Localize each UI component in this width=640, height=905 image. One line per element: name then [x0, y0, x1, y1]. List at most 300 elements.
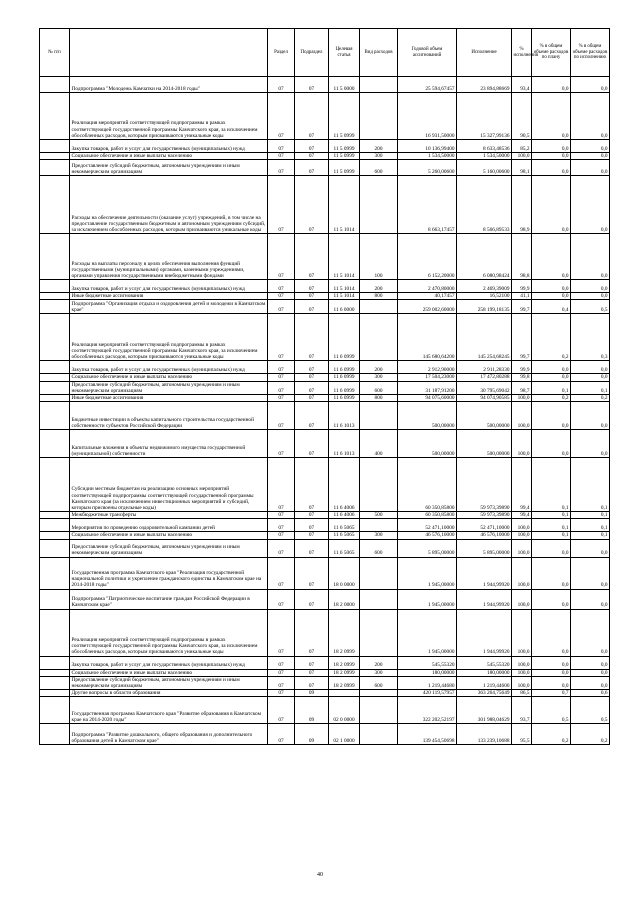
cell-fact: 94 074,90585: [457, 395, 512, 402]
cell-csr: 02 1 0000: [329, 724, 360, 745]
cell-plan: 1 945,00000: [398, 609, 457, 656]
table-row: [40, 532, 610, 539]
cell-podrazdel: 07: [295, 532, 329, 539]
cell-fact: 6 080,98424: [457, 234, 512, 280]
cell-fact: 46 576,10000: [457, 532, 512, 539]
cell-vr: [360, 402, 398, 430]
table-row: [40, 395, 610, 402]
cell-plan: 2 912,90000: [398, 361, 457, 374]
cell-fact: 5 895,00000: [457, 539, 512, 557]
cell-csr: 11 6 4006: [329, 458, 360, 512]
cell-podrazdel: 07: [295, 395, 329, 402]
cell-vr: [360, 609, 398, 656]
cell-plan: 17 504,23000: [398, 374, 457, 381]
cell-podrazdel: 07: [295, 381, 329, 394]
cell-vr: [360, 93, 398, 140]
cell-podrazdel: 09: [295, 724, 329, 745]
cell-csr: 11 6 0999: [329, 314, 360, 361]
header-share-fact: % в общем объеме расходов по исполнению: [571, 29, 610, 77]
cell-pct: 98,1: [512, 160, 532, 176]
cell-razdel: 07: [268, 293, 295, 300]
cell-share-fact: 0,5: [571, 697, 610, 724]
cell-name: Мероприятия по проведению оздоровительной кампании детей: [70, 519, 268, 532]
cell-share-plan: 0,0: [532, 280, 571, 293]
cell-razdel: 07: [268, 300, 295, 314]
cell-pct: 99,4: [512, 458, 532, 512]
cell-pct: 100,0: [512, 430, 532, 458]
cell-plan: 145 680,64200: [398, 314, 457, 361]
cell-razdel: 07: [268, 160, 295, 176]
cell-share-plan: 0,2: [532, 314, 571, 361]
header-csr: Целевая статья: [329, 29, 360, 77]
cell-share-fact: 0,0: [571, 557, 610, 589]
cell-share-plan: 0,1: [532, 458, 571, 512]
cell-share-fact: 0,0: [571, 293, 610, 300]
cell-razdel: 07: [268, 458, 295, 512]
table-row: [40, 589, 610, 609]
cell-num: [40, 539, 70, 557]
cell-csr: 11 6 5065: [329, 532, 360, 539]
cell-csr: 11 5 1014: [329, 293, 360, 300]
cell-razdel: 07: [268, 557, 295, 589]
cell-name: Подпрограмма "Молодежь Камчатки на 2014-2018 годы": [70, 77, 268, 93]
cell-share-plan: 0,2: [532, 395, 571, 402]
cell-podrazdel: 07: [295, 669, 329, 676]
cell-podrazdel: 07: [295, 234, 329, 280]
table-row: [40, 374, 610, 381]
cell-num: [40, 697, 70, 724]
cell-csr: 11 6 4006: [329, 512, 360, 519]
cell-num: [40, 314, 70, 361]
cell-fact: 1 944,99920: [457, 609, 512, 656]
cell-name: Расходы на выплаты персоналу в целях обеспечения выполнения функций государственными (муниципальными) органами, казенными учреждениями, органами управления государственными внебюджетными фондами: [70, 234, 268, 280]
cell-razdel: 07: [268, 676, 295, 689]
cell-share-fact: 0,0: [571, 609, 610, 656]
cell-name: Подпрограмма "Развитие дошкольного, общего образования и дополнительного образования детей в Камчатском крае": [70, 724, 268, 745]
cell-vr: 600: [360, 381, 398, 394]
cell-name: Закупка товаров, работ и услуг для государственных (муниципальных) нужд: [70, 656, 268, 669]
cell-vr: 300: [360, 532, 398, 539]
cell-podrazdel: 07: [295, 609, 329, 656]
cell-razdel: 07: [268, 609, 295, 656]
table-row: [40, 234, 610, 280]
cell-fact: 16,52100: [457, 293, 512, 300]
cell-razdel: 07: [268, 430, 295, 458]
cell-csr: 11 5 1014: [329, 176, 360, 234]
cell-name: Социальное обеспечение и иные выплаты населению: [70, 669, 268, 676]
cell-vr: [360, 458, 398, 512]
cell-pct: 100,0: [512, 532, 532, 539]
cell-fact: 15 327,99136: [457, 93, 512, 140]
cell-name: Предоставление субсидий бюджетным, автономным учреждениям и иным некоммерческим организациям: [70, 160, 268, 176]
cell-csr: 18 0 0000: [329, 557, 360, 589]
cell-vr: 500: [360, 512, 398, 519]
page-number: 40: [317, 872, 323, 878]
cell-csr: 11 5 0999: [329, 153, 360, 160]
table-row: [40, 512, 610, 519]
cell-name: Капитальные вложения в объекты недвижимого имущества государственной (муниципальной) собственности: [70, 430, 268, 458]
cell-num: [40, 430, 70, 458]
table-row: [40, 656, 610, 669]
header-podrazdel: Подраздел: [295, 29, 329, 77]
cell-plan: 139 454,50698: [398, 724, 457, 745]
cell-razdel: 07: [268, 402, 295, 430]
cell-share-plan: 0,0: [532, 656, 571, 669]
cell-name: Другие вопросы в области образования: [70, 690, 268, 697]
cell-plan: 180,00000: [398, 669, 457, 676]
cell-plan: 545,55320: [398, 656, 457, 669]
header-razdel: Раздел: [268, 29, 295, 77]
cell-razdel: 07: [268, 140, 295, 153]
cell-pct: 93,4: [512, 77, 532, 93]
cell-vr: 600: [360, 676, 398, 689]
cell-vr: 200: [360, 280, 398, 293]
cell-num: [40, 512, 70, 519]
cell-pct: 98,8: [512, 234, 532, 280]
cell-num: [40, 234, 70, 280]
table-row: [40, 669, 610, 676]
cell-fact: 363 264,75649: [457, 690, 512, 697]
cell-podrazdel: 07: [295, 93, 329, 140]
cell-plan: 1 219,44680: [398, 676, 457, 689]
cell-razdel: 07: [268, 532, 295, 539]
cell-csr: 18 2 0999: [329, 656, 360, 669]
cell-num: [40, 557, 70, 589]
cell-share-plan: 0,0: [532, 669, 571, 676]
cell-csr: 11 5 0000: [329, 77, 360, 93]
cell-num: [40, 293, 70, 300]
cell-name: Предоставление субсидий бюджетным, автономным учреждениям и иным некоммерческим организациям: [70, 381, 268, 394]
cell-pct: 100,0: [512, 669, 532, 676]
cell-podrazdel: 07: [295, 314, 329, 361]
cell-podrazdel: 07: [295, 300, 329, 314]
table-row: [40, 690, 610, 697]
cell-name: Реализация мероприятий соответствующей подпрограммы в рамках соответствующей государственной программы Камчатского края, за исключением обособленных расходов, которым присваиваются уникальные коды: [70, 609, 268, 656]
cell-csr: 11 6 0999: [329, 361, 360, 374]
table-row: [40, 300, 610, 314]
cell-csr: 18 2 0999: [329, 609, 360, 656]
cell-num: [40, 519, 70, 532]
cell-name: Государственная программа Камчатского края "Реализация государственной национальной политики и укрепление гражданского единства в Камчатском крае на 2014-2018 годы": [70, 557, 268, 589]
cell-name: Социальное обеспечение и иные выплаты населению: [70, 153, 268, 160]
cell-name: Межбюджетные трансферты: [70, 512, 268, 519]
cell-plan: 322 202,52197: [398, 697, 457, 724]
cell-name: Закупка товаров, работ и услуг для государственных (муниципальных) нужд: [70, 280, 268, 293]
table-row: [40, 93, 610, 140]
cell-share-fact: 0,0: [571, 539, 610, 557]
cell-share-fact: 0,5: [571, 300, 610, 314]
cell-share-fact: 0,1: [571, 512, 610, 519]
cell-num: [40, 176, 70, 234]
cell-fact: 545,55320: [457, 656, 512, 669]
header-share-plan: % в общем объеме расходов по плану: [532, 29, 571, 77]
cell-razdel: 07: [268, 669, 295, 676]
cell-pct: 99,7: [512, 300, 532, 314]
cell-podrazdel: 07: [295, 77, 329, 93]
table-row: [40, 176, 610, 234]
cell-razdel: 07: [268, 77, 295, 93]
cell-num: [40, 669, 70, 676]
cell-share-fact: 0,0: [571, 77, 610, 93]
cell-plan: 10 136,99400: [398, 140, 457, 153]
cell-plan: 5 260,00600: [398, 160, 457, 176]
table-row: [40, 697, 610, 724]
cell-vr: 600: [360, 539, 398, 557]
cell-podrazdel: 07: [295, 430, 329, 458]
cell-csr: 11 5 0999: [329, 93, 360, 140]
table-row: [40, 153, 610, 160]
table-body: [40, 77, 610, 745]
cell-plan: 25 594,67457: [398, 77, 457, 93]
cell-plan: 5 895,00000: [398, 539, 457, 557]
cell-num: [40, 690, 70, 697]
cell-razdel: 07: [268, 512, 295, 519]
cell-fact: 500,00000: [457, 430, 512, 458]
cell-share-fact: 0,0: [571, 280, 610, 293]
cell-fact: 5 160,00600: [457, 160, 512, 176]
cell-num: [40, 93, 70, 140]
cell-share-plan: 0,1: [532, 512, 571, 519]
cell-pct: 100,0: [512, 609, 532, 656]
cell-pct: 100,0: [512, 153, 532, 160]
cell-share-plan: 0,7: [532, 690, 571, 697]
cell-vr: 100: [360, 234, 398, 280]
cell-vr: [360, 77, 398, 93]
cell-podrazdel: 09: [295, 690, 329, 697]
cell-podrazdel: 07: [295, 676, 329, 689]
table-row: [40, 402, 610, 430]
cell-fact: 1 219,44600: [457, 676, 512, 689]
cell-pct: 99,9: [512, 280, 532, 293]
cell-razdel: 07: [268, 234, 295, 280]
cell-plan: 6 152,20000: [398, 234, 457, 280]
cell-share-plan: 0,0: [532, 160, 571, 176]
cell-num: [40, 374, 70, 381]
header-plan: Годовой объем ассигнований: [398, 29, 457, 77]
cell-num: [40, 402, 70, 430]
cell-plan: 8 663,17457: [398, 176, 457, 234]
cell-razdel: 07: [268, 539, 295, 557]
cell-share-plan: 0,0: [532, 140, 571, 153]
cell-pct: 98,7: [512, 381, 532, 394]
cell-podrazdel: 07: [295, 512, 329, 519]
cell-plan: 2 470,80000: [398, 280, 457, 293]
cell-podrazdel: 07: [295, 293, 329, 300]
cell-share-plan: 0,0: [532, 77, 571, 93]
cell-share-plan: 0,5: [532, 697, 571, 724]
cell-pct: 100,0: [512, 589, 532, 609]
cell-share-fact: 0,2: [571, 395, 610, 402]
cell-num: [40, 153, 70, 160]
cell-name: Подпрограмма "Организация отдыха и оздоровления детей и молодежи в Камчатском крае": [70, 300, 268, 314]
cell-share-fact: 0,0: [571, 656, 610, 669]
cell-csr: 18 2 0999: [329, 676, 360, 689]
cell-razdel: 07: [268, 656, 295, 669]
cell-vr: 300: [360, 669, 398, 676]
cell-podrazdel: 07: [295, 557, 329, 589]
cell-csr: 11 5 0999: [329, 140, 360, 153]
cell-num: [40, 381, 70, 394]
cell-vr: [360, 519, 398, 532]
header-pct: % исполнения: [512, 29, 532, 77]
cell-share-fact: 0,0: [571, 140, 610, 153]
cell-vr: [360, 300, 398, 314]
cell-vr: [360, 557, 398, 589]
cell-share-plan: 0,0: [532, 676, 571, 689]
cell-vr: 600: [360, 160, 398, 176]
cell-num: [40, 458, 70, 512]
cell-fact: 1 944,99920: [457, 557, 512, 589]
cell-name: Подпрограмма "Патриотическое воспитание граждан Российской Федерации в Камчатском крае": [70, 589, 268, 609]
cell-plan: 1 945,00000: [398, 589, 457, 609]
cell-csr: 11 5 1014: [329, 234, 360, 280]
cell-num: [40, 395, 70, 402]
cell-share-plan: 0,0: [532, 430, 571, 458]
cell-razdel: 07: [268, 374, 295, 381]
header-fact: Исполнение: [457, 29, 512, 77]
cell-vr: [360, 314, 398, 361]
cell-razdel: 07: [268, 690, 295, 697]
cell-name: Иные бюджетные ассигнования: [70, 293, 268, 300]
cell-csr: 11 5 1014: [329, 280, 360, 293]
cell-pct: 98,9: [512, 176, 532, 234]
cell-plan: 259 002,60000: [398, 300, 457, 314]
cell-num: [40, 160, 70, 176]
cell-fact: 133 239,10688: [457, 724, 512, 745]
cell-name: Закупка товаров, работ и услуг для государственных (муниципальных) нужд: [70, 140, 268, 153]
cell-share-plan: 0,0: [532, 361, 571, 374]
cell-share-fact: 0,0: [571, 361, 610, 374]
cell-plan: 40,17457: [398, 293, 457, 300]
cell-share-fact: 0,1: [571, 381, 610, 394]
table-row: [40, 458, 610, 512]
cell-share-fact: 0,0: [571, 234, 610, 280]
cell-fact: 2 469,39009: [457, 280, 512, 293]
cell-razdel: 07: [268, 724, 295, 745]
cell-razdel: 07: [268, 519, 295, 532]
cell-name: Государственная программа Камчатского края "Развитие образования в Камчатском крае на 2014-2020 годы": [70, 697, 268, 724]
cell-vr: [360, 724, 398, 745]
cell-name: Бюджетные инвестиции в объекты капитального строительства государственной собственности субъектов Российской Федерации: [70, 402, 268, 430]
table-row: [40, 724, 610, 745]
table-row: [40, 293, 610, 300]
cell-plan: 16 931,50000: [398, 93, 457, 140]
cell-podrazdel: 07: [295, 589, 329, 609]
cell-pct: 100,0: [512, 402, 532, 430]
cell-pct: 100,0: [512, 557, 532, 589]
cell-share-fact: 0,1: [571, 458, 610, 512]
cell-num: [40, 300, 70, 314]
cell-share-plan: 0,0: [532, 557, 571, 589]
cell-fact: 180,00000: [457, 669, 512, 676]
cell-vr: 800: [360, 395, 398, 402]
cell-share-fact: 0,0: [571, 669, 610, 676]
cell-pct: 100,0: [512, 539, 532, 557]
cell-fact: 2 911,28330: [457, 361, 512, 374]
cell-share-plan: 0,0: [532, 234, 571, 280]
cell-pct: 99,7: [512, 314, 532, 361]
cell-pct: 100,0: [512, 519, 532, 532]
cell-podrazdel: 07: [295, 458, 329, 512]
cell-pct: 100,0: [512, 656, 532, 669]
cell-share-plan: 0,0: [532, 589, 571, 609]
cell-pct: 41,1: [512, 293, 532, 300]
cell-podrazdel: 07: [295, 140, 329, 153]
cell-csr: 11 6 1013: [329, 402, 360, 430]
cell-vr: 200: [360, 656, 398, 669]
cell-podrazdel: 07: [295, 402, 329, 430]
table-row: [40, 557, 610, 589]
cell-pct: 99,9: [512, 361, 532, 374]
cell-plan: 94 075,60000: [398, 395, 457, 402]
cell-pct: 90,5: [512, 93, 532, 140]
cell-share-fact: 0,0: [571, 430, 610, 458]
cell-csr: 11 6 0999: [329, 374, 360, 381]
cell-vr: 800: [360, 293, 398, 300]
cell-name: Закупка товаров, работ и услуг для государственных (муниципальных) нужд: [70, 361, 268, 374]
cell-share-fact: 0,1: [571, 519, 610, 532]
cell-razdel: 07: [268, 280, 295, 293]
cell-csr: 18 2 0999: [329, 669, 360, 676]
cell-share-plan: 0,4: [532, 300, 571, 314]
cell-plan: 46 576,10000: [398, 532, 457, 539]
cell-razdel: 07: [268, 697, 295, 724]
cell-share-plan: 0,0: [532, 402, 571, 430]
cell-razdel: 07: [268, 314, 295, 361]
cell-pct: 100,0: [512, 676, 532, 689]
cell-csr: 11 6 1013: [329, 430, 360, 458]
cell-pct: 85,2: [512, 140, 532, 153]
cell-pct: 100,0: [512, 395, 532, 402]
cell-share-plan: 0,0: [532, 153, 571, 160]
cell-fact: 17 472,80288: [457, 374, 512, 381]
cell-podrazdel: 07: [295, 656, 329, 669]
cell-share-plan: 0,0: [532, 93, 571, 140]
cell-csr: 11 5 0999: [329, 160, 360, 176]
cell-share-fact: 0,0: [571, 589, 610, 609]
cell-fact: 30 795,69042: [457, 381, 512, 394]
table-row: [40, 381, 610, 394]
cell-plan: 420 119,57957: [398, 690, 457, 697]
cell-csr: [329, 690, 360, 697]
cell-fact: 301 988,04629: [457, 697, 512, 724]
cell-razdel: 07: [268, 93, 295, 140]
cell-fact: 52 471,10000: [457, 519, 512, 532]
table-row: [40, 140, 610, 153]
table-row: [40, 539, 610, 557]
cell-fact: 8 633,48536: [457, 140, 512, 153]
cell-fact: 23 894,88669: [457, 77, 512, 93]
cell-num: [40, 609, 70, 656]
cell-pct: 86,5: [512, 690, 532, 697]
cell-name: Реализация мероприятий соответствующей подпрограммы в рамках соответствующей государственной программы Камчатского края, за исключением обособленных расходов, которым присваиваются уникальные коды: [70, 314, 268, 361]
cell-num: [40, 361, 70, 374]
cell-vr: [360, 589, 398, 609]
cell-razdel: 07: [268, 176, 295, 234]
cell-razdel: 07: [268, 381, 295, 394]
cell-podrazdel: 07: [295, 519, 329, 532]
cell-vr: 300: [360, 153, 398, 160]
cell-name: Социальное обеспечение и иные выплаты населению: [70, 374, 268, 381]
cell-podrazdel: 07: [295, 374, 329, 381]
cell-plan: 500,00000: [398, 402, 457, 430]
cell-fact: 145 254,68245: [457, 314, 512, 361]
cell-num: [40, 140, 70, 153]
cell-podrazdel: 07: [295, 153, 329, 160]
table-row: [40, 314, 610, 361]
cell-name: Социальное обеспечение и иные выплаты населению: [70, 532, 268, 539]
cell-share-fact: 0,0: [571, 402, 610, 430]
